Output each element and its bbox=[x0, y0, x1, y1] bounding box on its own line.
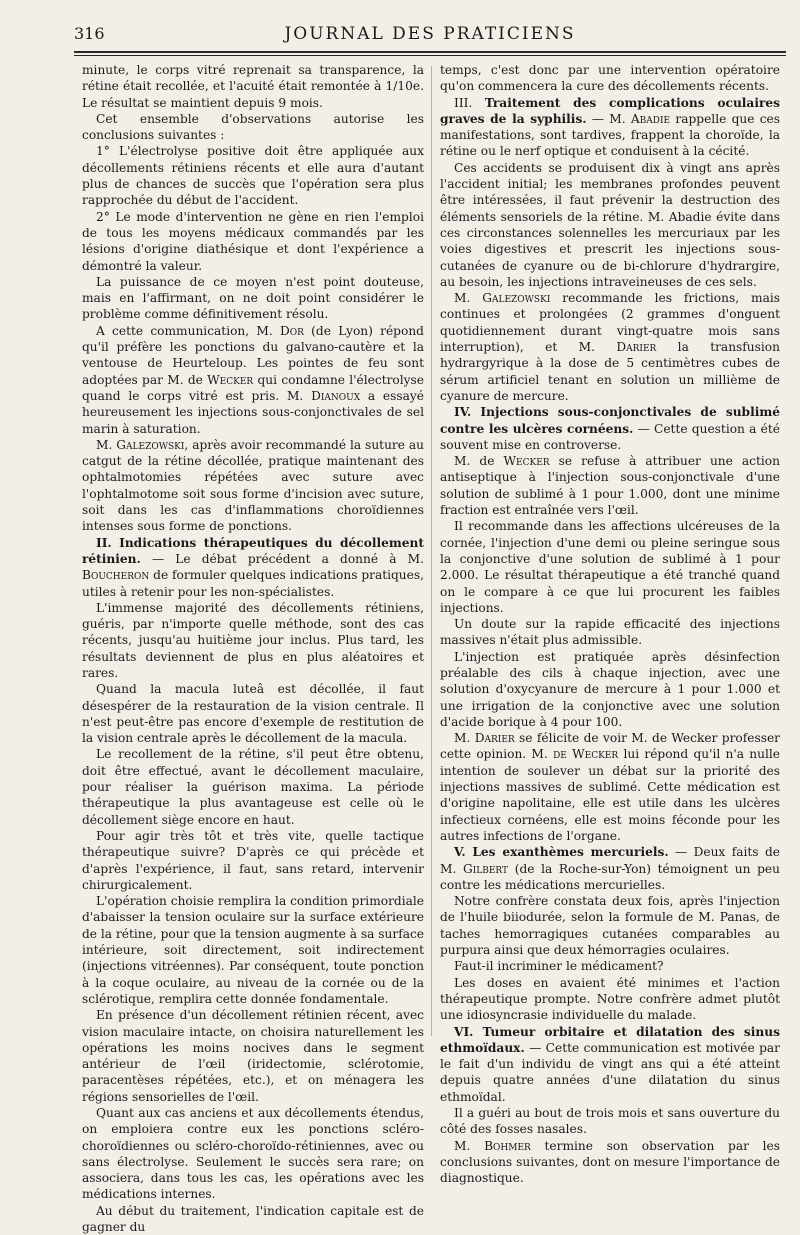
paragraph bbox=[82, 1203, 424, 1235]
emphasis-text: transfusion hydrargyrique bbox=[440, 340, 780, 371]
column-divider bbox=[431, 66, 432, 1036]
paragraph bbox=[440, 290, 780, 404]
paragraph bbox=[82, 746, 424, 827]
body-text: — Cette question a été souvent mise en controverse. bbox=[440, 421, 780, 452]
body-text: (de la Roche-sur-Yon) témoignent un peu contre les médications mercurielles. bbox=[440, 861, 780, 892]
section-heading: VI. Tumeur orbitaire et dilatation des sinus ethmoïdaux. bbox=[440, 1024, 780, 1055]
body-text: Il recommande dans les affections ulcéreuses de la cornée, l'injection d'une demi ou pleine seringue sous la conjonctive d'une solution de sublimé à 1 pour 2.000. Le résultat thérapeutique a été tranché quand on le compare à ce que lui procurent les faibles injections. bbox=[440, 519, 780, 615]
paragraph bbox=[440, 1024, 780, 1105]
section-heading: II. Indications thérapeutiques du décollement rétinien. bbox=[82, 535, 424, 566]
paragraph bbox=[82, 274, 424, 323]
body-text: temps, c'est donc par une bbox=[440, 63, 631, 77]
body-text: Les doses en avaient été minimes et l'action thérapeutique prompte. Notre confrère admet plutôt une idiosyncrasie individuelle du malade. bbox=[440, 975, 780, 1023]
body-text: Il a guéri au bout de trois mois et sans ouverture du côté des fosses nasales. bbox=[440, 1106, 780, 1137]
paragraph bbox=[440, 1105, 780, 1138]
body-text: . bbox=[765, 79, 769, 94]
body-text: recommande les bbox=[550, 291, 684, 306]
paragraph bbox=[440, 1138, 780, 1187]
emphasis-text: frictions bbox=[683, 291, 736, 306]
left-column bbox=[82, 62, 425, 1235]
paragraph bbox=[440, 404, 780, 453]
body-text: Ces accidents se produisent dix à vingt ans après l'accident initial; les membranes profondes peuvent être intéressées, il faut prévenir la destruction des éléments sensoriels de la rétine. M. Abadie évite dans ces circonstances solennelles les mercuriaux par les voies digestives et prescrit les injections sous-cutanées de cyanure ou de bi-chlorure d'hydrargire, au besoin, les injections intraveineuses de ces sels. bbox=[440, 160, 780, 289]
paragraph bbox=[82, 111, 424, 144]
body-text: rappelle que ces manifestations, sont tardives, frappent la choroïde, la rétine ou le nerf optique et conduisent à la cécité. bbox=[440, 111, 780, 159]
body-text: — Cette communication est motivée par le fait d'un individu de vingt ans qui a été atteint depuis quatre années d'une dilatation du sinus ethmoïdal. bbox=[440, 1040, 780, 1104]
page-number: 316 bbox=[74, 24, 105, 43]
emphasis-text: cas récents bbox=[82, 617, 424, 648]
body-text: Cet ensemble d'observations autorise les conclusions suivantes : bbox=[82, 111, 424, 143]
paragraph bbox=[82, 323, 424, 437]
body-text: termine son observation par les conclusions suivantes, dont on mesure l'importance de diagnostique. bbox=[440, 1138, 781, 1186]
paragraph bbox=[440, 62, 780, 95]
section-heading: V. Les exanthèmes mercuriels. bbox=[454, 845, 669, 860]
body-text: L'immense majorité des décollements rétiniens, bbox=[96, 600, 424, 615]
body-text: 2° Le mode d'intervention ne gène en rien l'emploi de tous les moyens médicaux commandés par les lésions d'origine diathésique et dont l'expérience a démontré la valeur. bbox=[82, 209, 424, 273]
body-text: Quant aux cas anciens et aux décollements étendus, on emploiera contre eux les ponctions scléro-choroïdiennes ou scléro-choroïdo-rétiniennes, avec ou sans électrolyse. Seulement le succès sera rare; on associera, dans tous les cas, les opérations avec les médications internes. bbox=[82, 1106, 424, 1202]
body-text: Notre confrère constata deux fois, après l'injection de l'huile biiodurée, selon la formule de M. Panas, de taches hemorragiques cutanées comparables au purpura ainsi que deux hémorragies oculaires. bbox=[440, 894, 780, 958]
emphasis-text: intervenir chirurgicalement bbox=[82, 861, 424, 892]
body-text: se refuse à attribuer une action bbox=[549, 454, 780, 469]
body-text: M. bbox=[96, 437, 117, 452]
paragraph bbox=[82, 209, 424, 274]
paragraph bbox=[440, 893, 780, 958]
paragraph bbox=[440, 730, 780, 844]
body-text: la bbox=[656, 340, 711, 355]
body-text: lui répond qu'il n'a nulle intention de soulever un débat sur la priorité des injections massives de sublimé. Cette médication est d'origine napolitaine, elle est utile dans les ulcères infectieux cornéens, elle est moins féconde pour les autres infections de l'organe. bbox=[440, 747, 780, 843]
body-text: qu'on commencera la cure des bbox=[440, 79, 634, 94]
paragraph bbox=[440, 95, 780, 160]
author-name: Darier bbox=[474, 731, 515, 746]
body-text: Quand la bbox=[96, 682, 175, 697]
author-name: Boucheron bbox=[82, 568, 150, 583]
author-name: Galezowski bbox=[116, 437, 185, 452]
paragraph bbox=[82, 828, 424, 893]
body-text: — Le débat précédent a donné à M. bbox=[140, 551, 424, 566]
paragraph bbox=[440, 649, 780, 730]
paragraph bbox=[82, 143, 424, 208]
author-name: Wecker bbox=[503, 454, 550, 469]
paragraph bbox=[82, 62, 424, 111]
body-text: (de Lyon) répond qu'il préfère les ponctions du galvano-cautère et la ventouse de Heurteloup. Les pointes de feu sont adoptées par M. de bbox=[82, 323, 424, 387]
paragraph bbox=[440, 616, 780, 649]
body-text: L'opération choisie remplira la condition primordiale d'abaisser la tension oculaire sur la surface extérieure de la rétine, pour que la tension augmente à sa surface intérieure, soit directement, soit indirectement (injections vitréennes). Par conséquent, toute ponction à la coque oculaire, au niveau de la cornée ou de la sclérotique, remplira cette donnée fondamentale. bbox=[82, 894, 425, 1006]
emphasis-text: décollements récents bbox=[633, 79, 766, 94]
body-text: — Deux faits de M. bbox=[440, 845, 780, 876]
body-text: 1° L'électrolyse positive doit être appliquée aux décollements rétiniens récents et elle aura d'autant plus de chances de succès que l'opération sera plus rapprochée du début de l'accident. bbox=[82, 144, 424, 208]
author-name: Darier bbox=[616, 340, 657, 355]
paragraph bbox=[440, 975, 780, 1024]
body-text: Faut-il incriminer le médicament? bbox=[454, 959, 664, 974]
author-name: Galezowski bbox=[482, 291, 551, 306]
paragraph bbox=[440, 958, 780, 974]
body-text: , par n'importe quelle méthode, sont des bbox=[120, 617, 404, 632]
paragraph bbox=[82, 1007, 424, 1105]
paragraph bbox=[82, 535, 424, 600]
body-text: A cette communication, M. bbox=[96, 323, 280, 338]
body-text: L'injection est pratiquée après désinfection préalable des cils à chaque injection, avec une solution d'oxycyanure de mercure à 1 pour 1.000 et une irrigation de la conjonctive avec une solution d'acide borique à 4 pour 100. bbox=[440, 649, 780, 729]
body-text: Au début du traitement, l'indication capitale est de gagner du bbox=[82, 1203, 424, 1235]
emphasis-text: macula luteâ bbox=[174, 682, 265, 697]
paragraph bbox=[82, 600, 424, 681]
running-header bbox=[74, 22, 786, 50]
body-text: M. bbox=[454, 731, 475, 746]
header-rule-thin bbox=[74, 55, 786, 56]
body-text: Pour agir très tôt et très vite, quelle tactique thérapeutique suivre? D'après ce qui précède et d'après l'expérience, il faut, sans retard, bbox=[82, 828, 424, 876]
body-text: . bbox=[188, 877, 193, 892]
paragraph bbox=[82, 893, 424, 1007]
paragraph bbox=[440, 844, 780, 893]
body-text: , jusqu'au huitième jour inclus. Plus tard, les résultats deviennent de plus en plus aléatoires et rares. bbox=[82, 633, 424, 680]
emphasis-text: guéris bbox=[82, 617, 121, 632]
body-text: à la dose de 5 centimètres cubes de sérum artificiel tenant en solution un millième de cyanure de mercure. bbox=[440, 356, 780, 403]
body-text: — M. bbox=[586, 111, 631, 126]
section-heading: Traitement des complications oculaires graves de la syphilis. bbox=[440, 95, 780, 126]
body-text: a essayé heureusement les injections sous-conjonctivales de sel marin à saturation. bbox=[82, 388, 424, 436]
body-text: de formuler quelques indications pratiques, utiles à retenir pour les non-spécialistes. bbox=[82, 568, 425, 599]
body-text: M. bbox=[454, 291, 483, 306]
body-text: Un doute sur la rapide efficacité des injections massives n'était plus admissible. bbox=[440, 617, 780, 648]
paragraph bbox=[82, 681, 424, 746]
author-name: Dianoux bbox=[311, 388, 361, 403]
author-name: de Wecker bbox=[553, 747, 619, 762]
author-name: Bohmer bbox=[484, 1138, 531, 1153]
right-column bbox=[440, 62, 781, 1186]
paragraph bbox=[440, 453, 780, 518]
paragraph bbox=[82, 1105, 424, 1203]
journal-title: JOURNAL DES PRATICIENS bbox=[284, 24, 576, 44]
header-rule bbox=[74, 51, 786, 53]
author-name: Gilbert bbox=[462, 861, 509, 876]
emphasis-text: antiseptique bbox=[440, 470, 517, 485]
body-text: En présence d'un décollement rétinien récent, avec vision maculaire intacte, on choisira naturellement les opérations les moins nocives dans le segment antérieur de l'œil (iridectomie, sclérotomie, paracentèses répétées, etc.), et on ménagera les régions sensorielles de l'œil. bbox=[82, 1008, 424, 1104]
body-text: Le recollement de la rétine, s'il peut être obtenu, doit être effectué, avant le décollement maculaire, pour réaliser la guérison maxima. La période thérapeutique la plus avantageuse est celle où le décollement siège encore en haut. bbox=[82, 747, 424, 827]
emphasis-text: intervention opératoire bbox=[630, 63, 780, 77]
body-text: se félicite de voir M. de Wecker professer cette opinion. M. bbox=[440, 731, 781, 762]
body-text: , mais continues et prolongées (2 grammes d'onguent quotidiennement durant vingt-quatre mois sans interruption), et M. bbox=[440, 291, 780, 355]
body-text: , après avoir recommandé la suture au catgut de la rétine décollée, pratique maintenant des ophtalmotomies répétées avec suture avec l'ophtalmotome soit sous forme d'incision avec suture, soit dans les cas d'inflammations choroïdiennes intenses sous forme de ponctions. bbox=[82, 437, 424, 534]
body-text: est décollée, il faut désespérer de la restauration de la vision centrale. Il n'est peut-être pas encore d'exemple de restitution de la vision centrale après le décollement de la macula. bbox=[82, 682, 424, 746]
body-text: à l'injection sous-conjonctivale d'une solution de sublimé à 1 pour 1.000, dont une minime fraction est entraînée vers l'œil. bbox=[440, 470, 780, 518]
body-text: III. bbox=[454, 95, 485, 110]
section-heading: IV. Injections sous-conjonctivales de sublimé contre les ulcères cornéens. bbox=[440, 405, 780, 436]
author-name: Wecker bbox=[207, 372, 254, 387]
body-text: minute, le corps vitré reprenait sa transparence, la rétine était recollée, et l'acuité était remontée à 1/10e. Le résultat se maintient depuis 9 mois. bbox=[82, 63, 424, 110]
paragraph bbox=[82, 437, 424, 535]
body-text: qui condamne l'électrolyse quand le corps vitré est pris. M. bbox=[82, 372, 425, 403]
body-text: M. de bbox=[454, 454, 504, 469]
paragraph bbox=[440, 160, 780, 290]
paragraph bbox=[440, 518, 780, 616]
body-text: M. bbox=[454, 1138, 485, 1153]
author-name: Abadie bbox=[630, 111, 671, 126]
author-name: Dor bbox=[280, 323, 304, 338]
body-text: La puissance de ce moyen n'est point douteuse, mais en l'affirmant, on ne doit point considérer le problème comme définitivement résolu. bbox=[82, 274, 424, 322]
